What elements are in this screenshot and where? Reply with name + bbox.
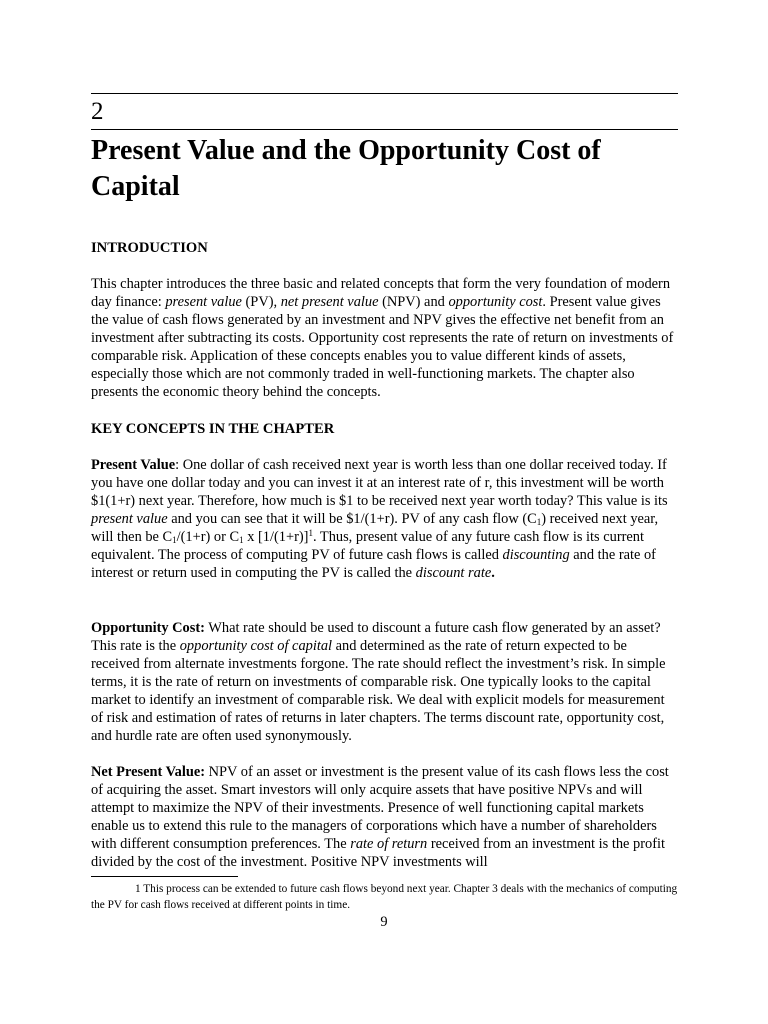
title-rule — [91, 129, 678, 130]
opportunity-cost-term: opportunity cost — [448, 294, 543, 310]
footnote-reference: 1 — [308, 528, 313, 538]
page-number: 9 — [380, 914, 388, 930]
present-value-term: present value — [165, 294, 242, 310]
opportunity-cost-label: Opportunity Cost: — [91, 620, 205, 636]
present-value-label: Present Value — [91, 457, 176, 473]
footnote-marker: 1 — [135, 883, 141, 895]
present-value-paragraph: Present Value: One dollar of cash received next year is worth less than one dollar received today. If you have one dollar today and you can invest it at an interest rate of r, this investment will be worth $1(1+r) next year. Therefore, how much is $1 to be received next year worth today? This value is its present value and you can see that it will be $1/(1+r). PV of any cash flow $(C_1)$ received next year, will then be $C_1/(1+r)$ or $C_1$ x $[1/(1+r)]^1$. Thus, present value of any future cash flow is its current equivalent. The process of computing PV of future cash flows is called discounting and the rate of interest or return used in computing the PV is called the discount rate. — [91, 457, 668, 581]
introduction-paragraph: This chapter introduces the three basic and related concepts that form the very foundation of modern day finance: present value (PV), net present value (NPV) and opportunity cost. Present value gives the value of cash flows generated by an investment and NPV gives the effective net benefit from an investment after subtracting its costs. Opportunity cost represents the rate of return on investments of comparable risk. Application of these concepts enables you to value different kinds of assets, especially those which are not commonly traded in well-functioning markets. The chapter also presents the economic theory behind the concepts. — [91, 276, 674, 400]
footnote: 1 This process can be extended to future cash flows beyond next year. Chapter 3 deals with the mechanics of computing the PV for cash flows received at different points in time. — [91, 883, 678, 911]
opportunity-cost-paragraph: Opportunity Cost: What rate should be used to discount a future cash flow generated by an asset? This rate is the opportunity cost of capital and determined as the rate of return expected to be received from alternate investments forgone. The rate should reflect the investment’s risk. In simple terms, it is the rate of return on investments of comparable risk. One typically looks to the capital market to identify an investment of comparable risk. We deal with explicit models for measurement of risk and estimation of rates of returns in later chapters. The terms discount rate, opportunity cost, and hurdle rate are often used synonymously. — [91, 620, 666, 744]
net-present-value-label: Net Present Value: — [91, 764, 206, 780]
footnote-separator — [91, 876, 238, 877]
net-present-value-term: net present value — [280, 294, 379, 310]
chapter-number: 2 — [91, 98, 104, 125]
introduction-heading: INTRODUCTION — [91, 240, 208, 256]
net-present-value-paragraph: Net Present Value: NPV of an asset or investment is the present value of its cash flows less the cost of acquiring the asset. Smart investors will only acquire assets that have positive NPVs and will attempt to maximize the NPV of their investments. Presence of well functioning capital markets enable us to extend this rule to the managers of corporations which have a number of shareholders with different consumption preferences. The rate of return received from an investment is the profit divided by the cost of the investment. Positive NPV investments will — [91, 764, 669, 870]
top-rule — [91, 93, 678, 94]
key-concepts-heading: KEY CONCEPTS IN THE CHAPTER — [91, 421, 335, 437]
chapter-title: Present Value and the Opportunity Cost of Capital — [91, 135, 601, 202]
